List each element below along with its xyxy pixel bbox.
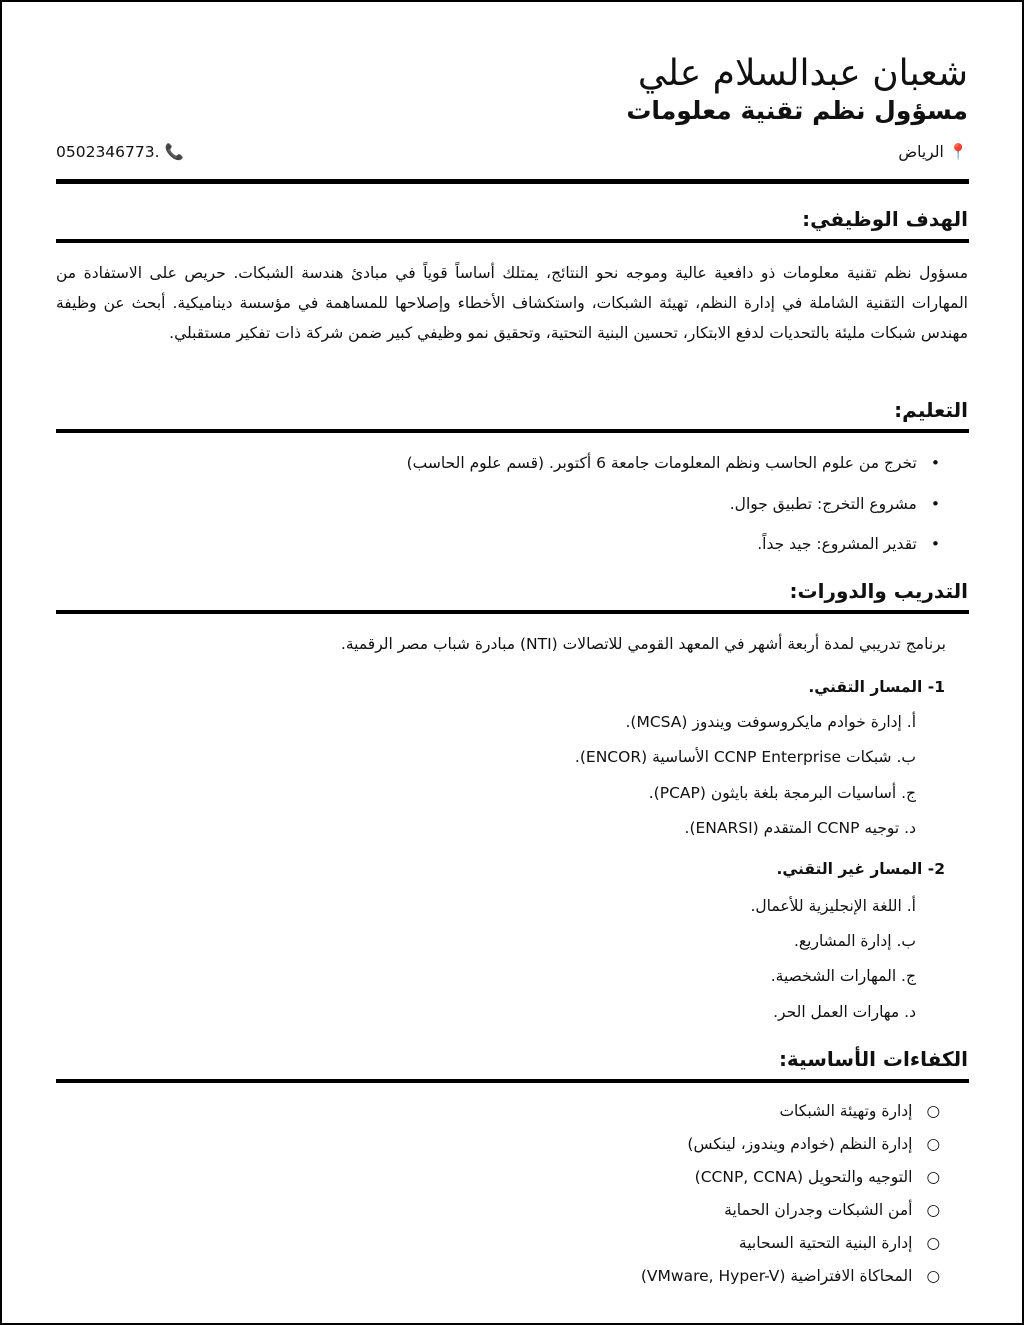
list-item: أ. اللغة الإنجليزية للأعمال. — [750, 897, 916, 915]
education-item: تقدير المشروع: جيد جداً. — [757, 535, 917, 553]
track-title: 1- المسار التقني. — [808, 678, 945, 696]
list-item — [739, 1232, 940, 1254]
bullet-icon: • — [930, 535, 940, 553]
section-divider — [56, 1079, 969, 1083]
list-item — [695, 1166, 940, 1188]
location-text: الرياض — [898, 143, 944, 161]
education-item: تخرج من علوم الحاسب ونظم المعلومات جامعة 6 أكتوبر. (قسم علوم الحاسب) — [406, 454, 917, 472]
list-item — [779, 1100, 940, 1122]
list-item — [641, 1265, 940, 1287]
circle-bullet-icon: ○ — [926, 1102, 940, 1120]
list-item: ج. أساسيات البرمجة بلغة بايثون (PCAP). — [648, 784, 916, 802]
circle-bullet-icon: ○ — [926, 1267, 940, 1285]
bullet-icon: • — [930, 454, 940, 472]
competency: أمن الشبكات وجدران الحماية — [724, 1201, 913, 1219]
pin-icon: 📍 — [948, 143, 968, 161]
list-item: ب. إدارة المشاريع. — [793, 932, 916, 950]
bullet-icon: • — [930, 495, 940, 513]
list-item — [724, 1199, 940, 1221]
section-heading-education: التعليم: — [894, 398, 968, 422]
list-item — [407, 452, 940, 474]
section-divider — [56, 429, 969, 433]
competency: إدارة وتهيئة الشبكات — [779, 1102, 913, 1120]
list-item: ج. المهارات الشخصية. — [770, 967, 916, 985]
location — [898, 141, 968, 163]
track-title: 2- المسار غير التقني. — [776, 860, 945, 878]
section-heading-training: التدريب والدورات: — [789, 579, 968, 603]
objective-text: مسؤول نظم تقنية معلومات ذو دافعية عالية وموجه نحو النتائج، يمتلك أساساً قوياً في مبادئ هندسة الشبكات. حريص على الاستفادة من المهارات التقنية الشاملة في إدارة النظم، تهيئة الشبكات، واستكشاف الأخطاء وإصلاحها للمساهمة في مؤسسة ديناميكية. أبحث عن وظيفة مهندس شبكات مليئة بالتحديات لدفع الابتكار، تحسين البنية التحتية، وتحقيق نمو وظيفي كبير ضمن شركة ذات تفكير مستقبلي. — [56, 264, 968, 342]
section-divider — [56, 610, 969, 614]
education-item: مشروع التخرج: تطبيق جوال. — [729, 495, 917, 513]
circle-bullet-icon: ○ — [926, 1168, 940, 1186]
circle-bullet-icon: ○ — [926, 1201, 940, 1219]
header-divider — [56, 179, 969, 184]
section-divider — [56, 239, 969, 243]
phone-icon: 📞 — [164, 143, 184, 161]
job-title: مسؤول نظم تقنية معلومات — [626, 96, 968, 125]
section-heading-objective: الهدف الوظيفي: — [802, 207, 968, 231]
section-heading-competencies: الكفاءات الأساسية: — [778, 1047, 968, 1071]
list-item: ب. شبكات CCNP Enterprise الأساسية (ENCOR). — [574, 748, 916, 766]
list-item — [757, 533, 940, 555]
list-item: د. مهارات العمل الحر. — [773, 1003, 916, 1021]
circle-bullet-icon: ○ — [926, 1234, 940, 1252]
competency: إدارة البنية التحتية السحابية — [738, 1234, 913, 1252]
list-item — [730, 493, 940, 515]
phone-number: 0502346773. — [56, 143, 160, 161]
competency: إدارة النظم (خوادم ويندوز، لينكس) — [687, 1135, 913, 1153]
list-item: أ. إدارة خوادم مايكروسوفت ويندوز (MCSA). — [625, 713, 916, 731]
candidate-name: شعبان عبدالسلام علي — [637, 53, 968, 94]
competency: التوجيه والتحويل (CCNP, CCNA) — [694, 1168, 913, 1186]
training-intro: برنامج تدريبي لمدة أربعة أشهر في المعهد القومي للاتصالات (NTI) مبادرة شباب مصر الرقمية. — [340, 635, 946, 653]
list-item — [687, 1133, 940, 1155]
phone — [56, 141, 184, 163]
list-item: د. توجيه CCNP المتقدم (ENARSI). — [684, 819, 916, 837]
circle-bullet-icon: ○ — [926, 1135, 940, 1153]
competency: المحاكاة الافتراضية (VMware, Hyper-V) — [640, 1267, 913, 1285]
